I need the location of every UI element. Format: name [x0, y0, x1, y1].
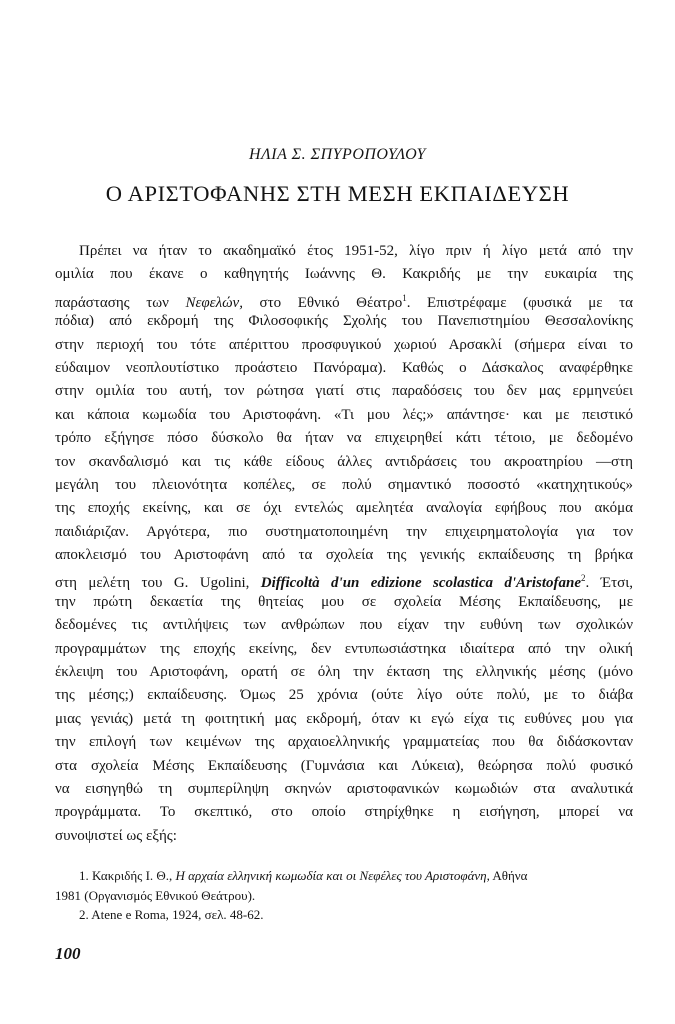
footnote-number: 2. [79, 907, 89, 922]
footnote-text: Atene e Roma, 1924, σελ. 48-62. [88, 907, 264, 922]
footnote-text: Κακριδής Ι. Θ., [88, 868, 176, 883]
body-text: . Επιστρέφαμε (φυσικά με τα [406, 294, 633, 311]
footnotes [55, 866, 633, 925]
footnote-work-title: Η αρχαία ελληνική κωμωδία και οι Νεφέλες του Αριστοφάνη, [175, 868, 490, 883]
body-line: της μέσης;) εκπαίδευσης. Όμως 25 χρόνια (ούτε λίγο ούτε πολύ, με το διάβα [55, 687, 633, 704]
body-line: εύδαιμον νεοπλουτίστικο προάστειο Πανόραμα). Καθώς ο Δάσκαλος αναφέρθηκε [55, 359, 633, 376]
body-line [55, 287, 633, 310]
body-line: δεδομένες τις αντιλήψεις των ανθρώπων που είχαν την ευθύνη των σχολικών [55, 617, 633, 634]
body-text: στο Εθνικό Θέατρο [242, 294, 403, 311]
body-line: στα σχολεία Μέσης Εκπαίδευσης (Γυμνάσια και Λύκεια), θεώρησα πολύ φυσικό [55, 757, 633, 774]
body-line: στην ομιλία του αυτή, τον ρώτησα γιατί στις παραδόσεις του δεν μας ερμηνεύει [55, 383, 633, 400]
body-line: πόδια) από εκδρομή της Φιλοσοφικής Σχολής του Πανεπιστημίου Θεσσαλονίκης [55, 313, 633, 330]
body-line: τον σκανδαλισμό και τις κάθε είδους άλλες αντιδράσεις του ακροατηρίου —στη [55, 453, 633, 470]
footnote-1 [55, 866, 633, 886]
page-number: 100 [55, 944, 81, 963]
body-line: της εποχής εκείνης, και σε όχι εντελώς αμελητέα αναλογία εφήβους που ακόμα [55, 500, 633, 517]
body-line: μιας γενιάς) μετά τη φοιτητική μας εκδρομή, όταν κι εγώ είχα τις ευθύνες μου για [55, 710, 633, 727]
body-line: προγράμματα. Το σκεπτικό, στο οποίο στηρίχθηκε η εισήγηση, μπορεί να [55, 804, 633, 821]
body-line: να εισηγηθώ τη συμπερίληψη σκηνών αριστοφανικών κωμωδιών στα αναλυτικά [55, 780, 633, 797]
body-line: μεγάλη του πλειονότητα κοπέλες, σε πολύ σημαντικό ποσοστό «κατηχητικούς» [55, 476, 633, 493]
footnote-2 [55, 905, 633, 925]
body-line: τρόπο εξήγησε πόσο δύσκολο θα ήταν να επιχειρηθεί κάτι τέτοιο, με δεδομένο [55, 430, 633, 447]
body-line: ομιλία που έκανε ο καθηγητής Ιωάννης Θ. Κακριδής με την ευκαιρία της [55, 266, 633, 283]
work-title-ugolini: Difficoltà d'un edizione scolastica d'Aristofane [260, 575, 582, 592]
footnote-1-continued: 1981 (Οργανισμός Εθνικού Θεάτρου). [55, 887, 256, 903]
body-text: στη μελέτη του G. Ugolini, [55, 575, 261, 592]
body-line: προγραμμάτων της εποχής εκείνης, δεν εντυπωσιάστηκα ιδιαίτερα από την ολική [55, 640, 633, 657]
article-title: Ο ΑΡΙΣΤΟΦΑΝΗΣ ΣΤΗ ΜΕΣΗ ΕΚΠΑΙΔΕΥΣΗ [105, 181, 570, 206]
body-line: παιδιάριζαν. Αργότερα, πιο συστηματοποιημένη την επιχειρηματολογία για τον [55, 523, 633, 540]
body-line: στην περιοχή του τότε απέριττου προσφυγικού χωριού Αρσακλί (σήμερα είναι το [55, 336, 633, 353]
footnote-ref-2[interactable]: 2 [581, 573, 586, 584]
footnote-ref-1[interactable]: 1 [402, 292, 407, 303]
body-text: . Έτσι, [585, 575, 633, 592]
body-line: συνοψιστεί ως εξής: [55, 827, 177, 844]
body-line [55, 567, 633, 590]
work-title-nefelon: Νεφελών, [185, 294, 243, 311]
body-line: την πρώτη δεκαετία της θητείας μου σε σχολεία Μέσης Εκπαίδευσης, με [55, 593, 633, 610]
body-line: έκλειψη του Αριστοφάνη, ορατή σε όλη την έκταση της ελληνικής μέσης (μόνο [55, 664, 633, 681]
footnote-text: Αθήνα [489, 868, 528, 883]
body-line: Πρέπει να ήταν το ακαδημαϊκό έτος 1951-52, λίγο πριν ή λίγο μετά από την [79, 243, 633, 259]
body-line: και κάποια κωμωδία του Αριστοφάνη. «Τι μου λές;» απάντησε· και με πειστικό [55, 406, 633, 423]
body-text: παράστασης των [55, 294, 186, 311]
body-line: την επιλογή των κειμένων της αρχαιοελληνικής γραμματείας που θα διδάσκονταν [55, 734, 633, 751]
body-line: αποκλεισμό του Αριστοφάνη από τα σχολεία της γενικής εκπαίδευσης τη βρήκα [55, 547, 633, 564]
author-name: ΗΛΙΑ Σ. ΣΠΥΡΟΠΟΥΛΟΥ [249, 146, 426, 163]
article-body [55, 240, 633, 848]
footnote-number: 1. [79, 868, 89, 883]
